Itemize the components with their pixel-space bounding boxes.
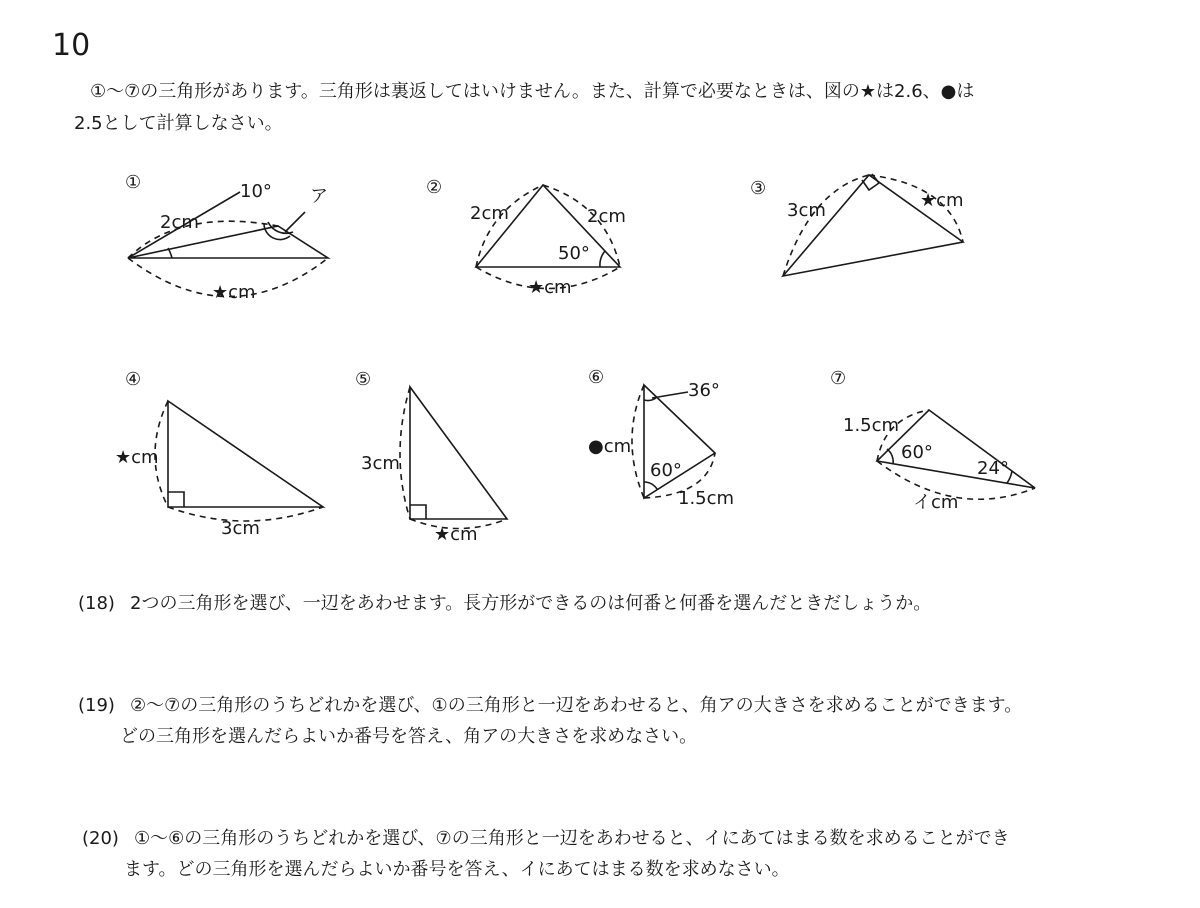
question-number: (18): [78, 593, 115, 614]
intro-line-1: ①～⑦の三角形があります。三角形は裏返してはいけません。また、計算で必要なときは、図の★は2.6、●は: [90, 81, 975, 102]
t7-number: ⑦: [830, 368, 847, 389]
question-text: ②～⑦の三角形のうちどれかを選び、①の三角形と一辺をあわせると、角アの大きさを求めることができます。: [130, 695, 1023, 716]
t2-number: ②: [426, 177, 443, 198]
t6-angle-bottom: 60°: [650, 460, 682, 481]
t7-angle-left: 60°: [901, 442, 933, 463]
triangle-6: [632, 385, 715, 498]
intro-line-2: 2.5として計算しなさい。: [74, 113, 283, 134]
t3-left-label: 3cm: [787, 200, 826, 221]
triangle-4: [155, 401, 323, 521]
question-19: [78, 690, 1022, 752]
t1-angle-10: 10°: [240, 181, 272, 202]
triangle-2: [476, 185, 620, 289]
t5-base-label: ★cm: [434, 524, 478, 545]
triangle-5: [400, 387, 507, 529]
triangle-1: [128, 192, 328, 297]
t2-right-label: 2cm: [587, 206, 626, 227]
t1-angle-a: ア: [310, 186, 328, 207]
t6-angle-top: 36°: [688, 380, 720, 401]
t7-left-label: 1.5cm: [843, 415, 900, 436]
t2-angle-label: 50°: [558, 243, 590, 264]
t2-left-label: 2cm: [470, 203, 509, 224]
t4-left-label: ★cm: [115, 447, 159, 468]
t1-base-label: ★cm: [212, 282, 256, 303]
t1-side-label: 2cm: [160, 212, 199, 233]
problem-number: 10: [52, 28, 91, 63]
t1-number: ①: [125, 172, 142, 193]
question-text: 2つの三角形を選び、一辺をあわせます。長方形ができるのは何番と何番を選んだときだしょうか。: [130, 593, 932, 614]
t5-left-label: 3cm: [361, 453, 400, 474]
t4-number: ④: [125, 369, 142, 390]
t2-base-label: ★cm: [528, 277, 572, 298]
question-20: [82, 823, 1010, 885]
t3-right-label: ★cm: [920, 190, 964, 211]
t6-left-label: ●cm: [588, 436, 632, 457]
question-number: (20): [82, 828, 119, 849]
question-18: [78, 588, 931, 619]
t5-number: ⑤: [355, 369, 372, 390]
question-text-cont: どの三角形を選んだらよいか番号を答え、角アの大きさを求めなさい。: [120, 726, 698, 747]
question-text: ①～⑥の三角形のうちどれかを選び、⑦の三角形と一辺をあわせると、イにあてはまる数を求めることができ: [134, 828, 1010, 849]
question-text-cont: ます。どの三角形を選んだらよいか番号を答え、イにあてはまる数を求めなさい。: [124, 859, 790, 880]
t3-number: ③: [750, 178, 767, 199]
t6-number: ⑥: [588, 367, 605, 388]
t6-bottom-label: 1.5cm: [678, 488, 735, 509]
t7-angle-right: 24°: [977, 458, 1009, 479]
question-number: (19): [78, 695, 115, 716]
t4-base-label: 3cm: [221, 518, 260, 539]
t7-base-label: イcm: [913, 492, 959, 513]
